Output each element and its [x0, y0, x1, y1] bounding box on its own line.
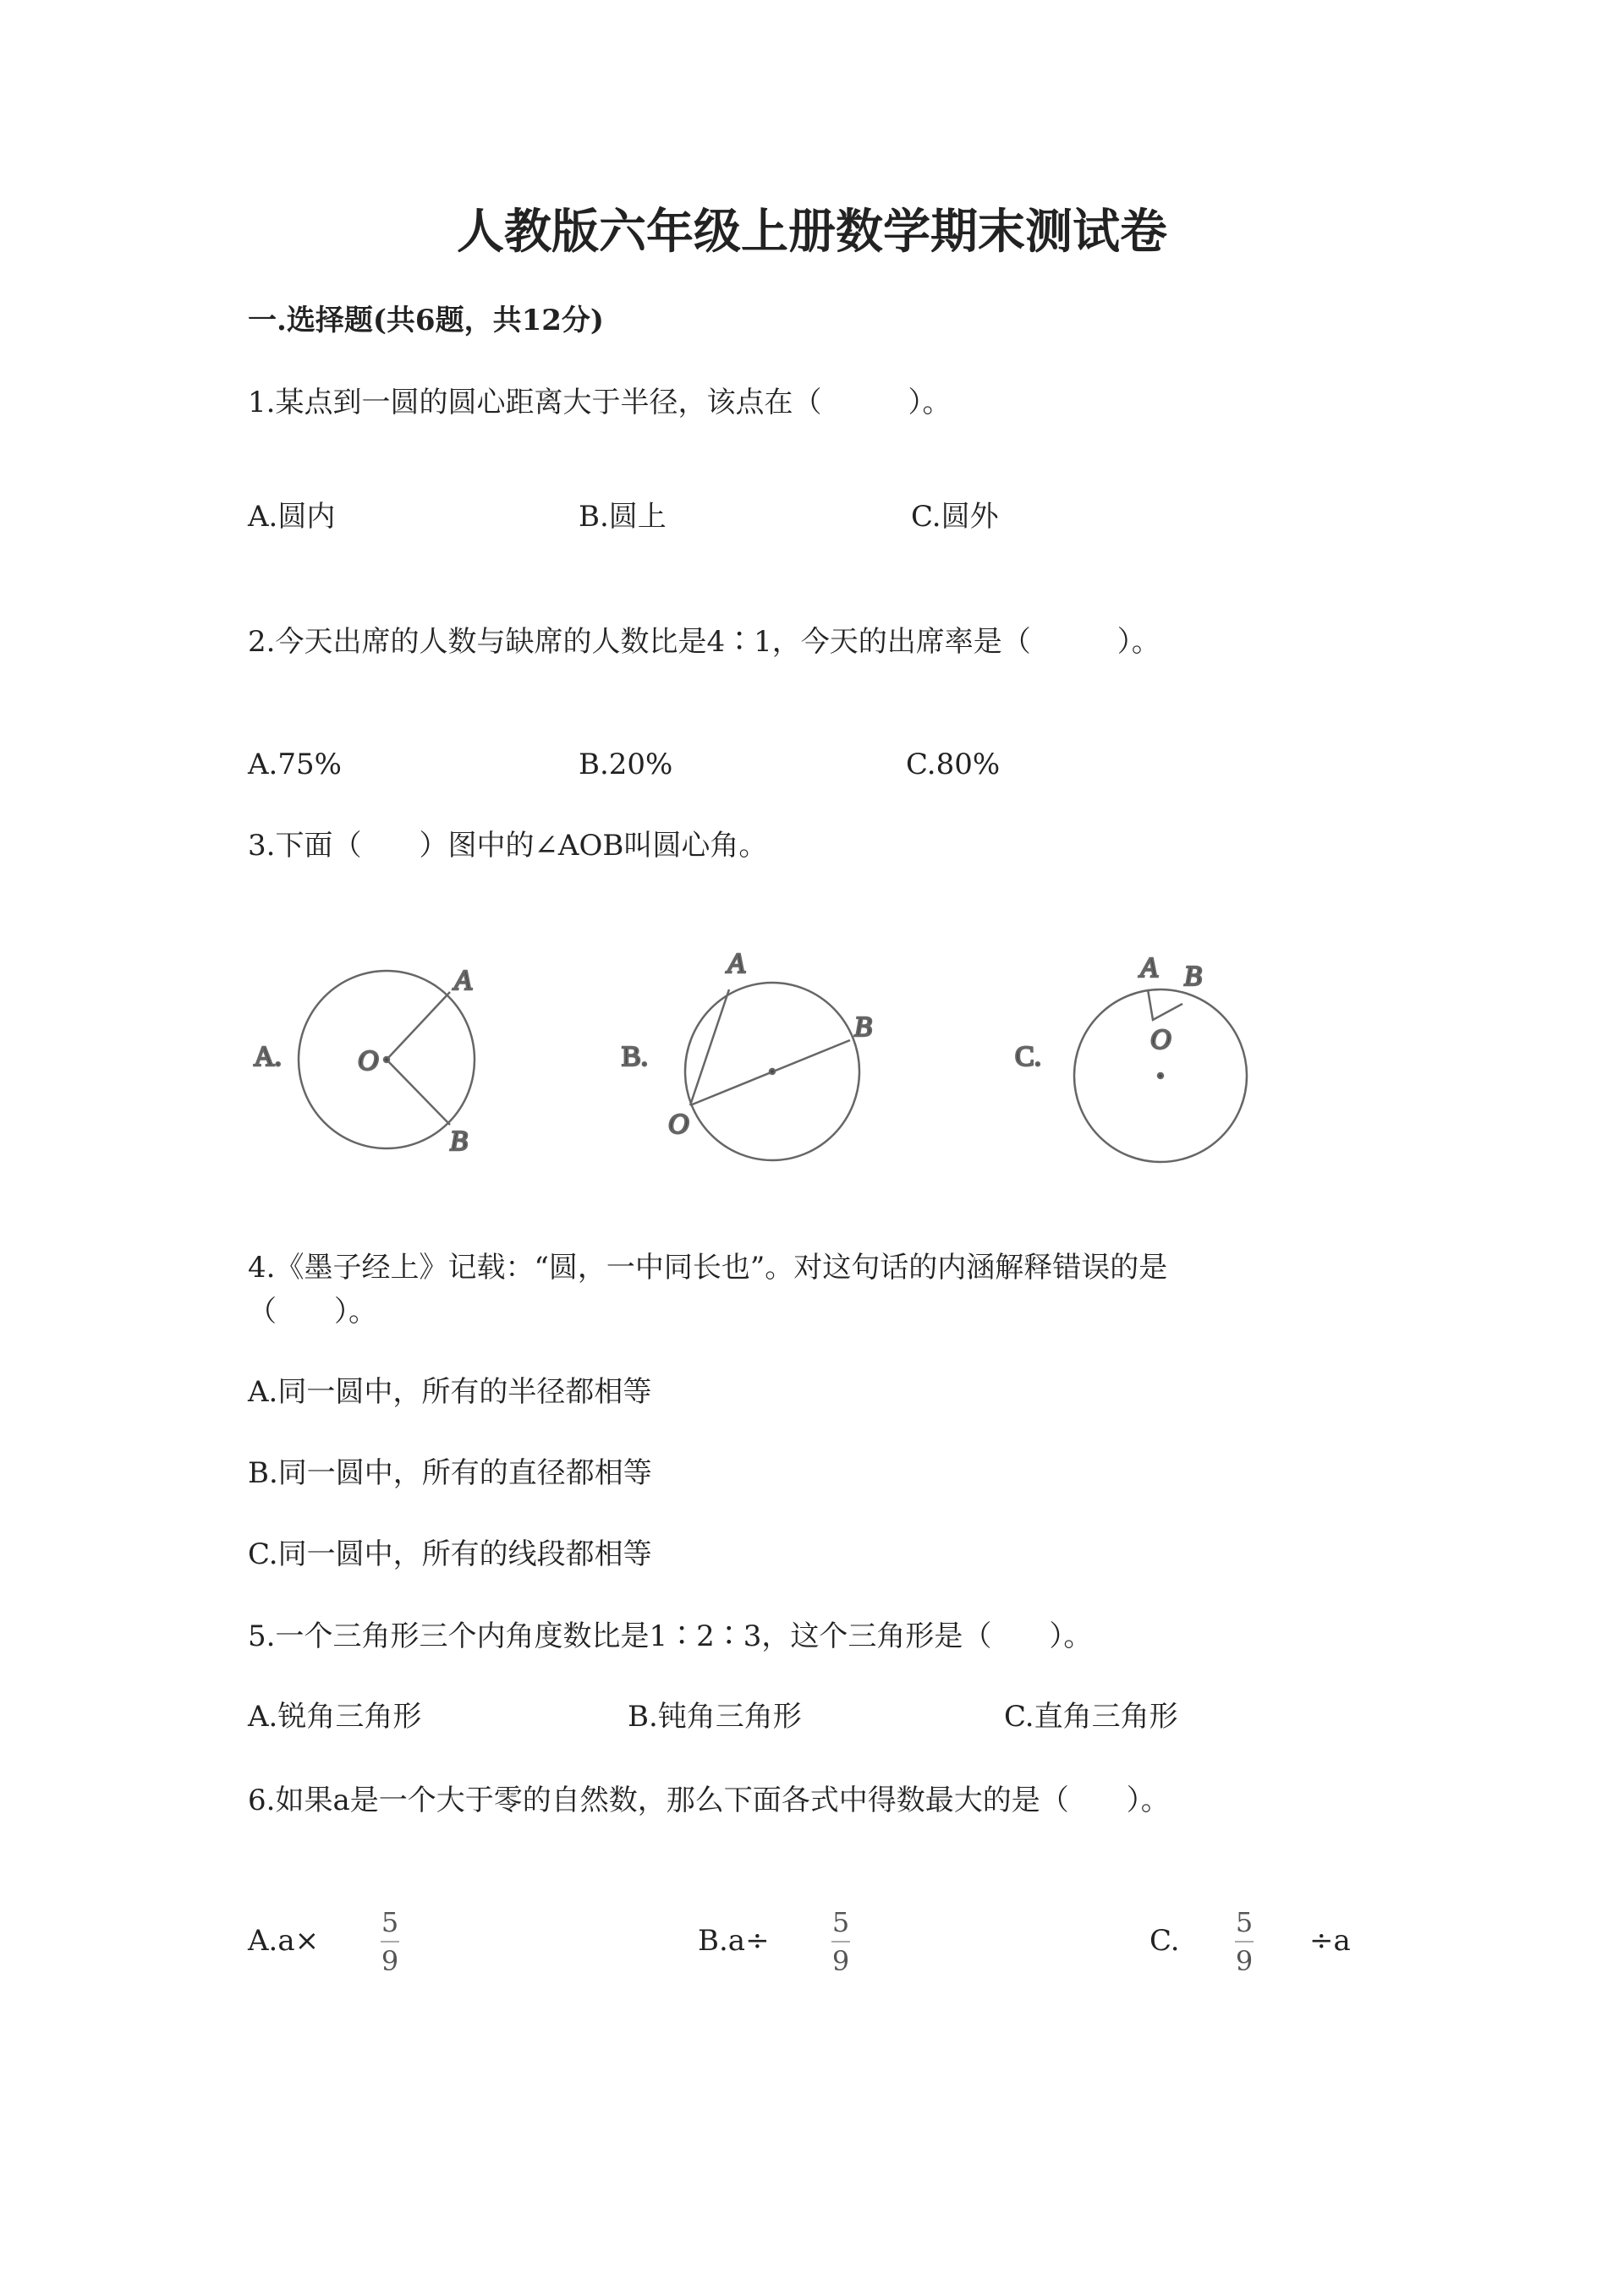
page-title: 人教版六年级上册数学期末测试卷	[457, 204, 1167, 260]
question-2: 2.今天出席的人数与缺席的人数比是4∶1，今天的出席率是（ ）。	[248, 625, 1160, 659]
denominator: 9	[1235, 1945, 1254, 1977]
figure-c	[1015, 952, 1247, 1162]
option: A.同一圆中，所有的半径都相等	[248, 1375, 652, 1409]
section-header: 一.选择题(共6题，共12分)	[248, 304, 604, 337]
option: B.同一圆中，所有的直径都相等	[248, 1456, 652, 1490]
point-label: O	[668, 1109, 689, 1140]
option-prefix: A.a×	[248, 1924, 320, 1958]
point-label: B	[450, 1126, 468, 1157]
point-label: O	[358, 1045, 379, 1077]
numerator: 5	[831, 1906, 850, 1938]
option-prefix: B.a÷	[698, 1924, 770, 1958]
numerator: 5	[1235, 1906, 1254, 1938]
figure-label: C.	[1015, 1041, 1042, 1072]
option: C.80%	[906, 748, 1001, 781]
point-label: B	[854, 1011, 872, 1043]
option: B.圆上	[579, 500, 667, 534]
option: C.圆外	[911, 500, 999, 534]
figure-label: B.	[622, 1041, 649, 1072]
option: A.75%	[248, 748, 342, 781]
fraction	[831, 1906, 850, 1977]
question-4-blank: （ ）。	[248, 1295, 377, 1329]
option: B.20%	[579, 748, 673, 781]
question-5: 5.一个三角形三个内角度数比是1∶2∶3，这个三角形是（ ）。	[248, 1619, 1093, 1653]
option-prefix: C.	[1149, 1924, 1180, 1958]
denominator: 9	[381, 1945, 399, 1977]
option-suffix: ÷a	[1309, 1924, 1351, 1958]
question-3: 3.下面（ ）图中的∠AOB叫圆心角。	[248, 829, 768, 863]
question-6: 6.如果a是一个大于零的自然数，那么下面各式中得数最大的是（ ）。	[248, 1784, 1170, 1817]
fraction	[381, 1906, 399, 1977]
point-label: A	[727, 948, 745, 979]
figure-b	[622, 948, 872, 1160]
point-label: A	[1140, 952, 1158, 984]
option: A.圆内	[248, 500, 336, 534]
option: B.钝角三角形	[628, 1700, 802, 1734]
point-label: A	[454, 965, 472, 996]
figure-label: A.	[254, 1041, 283, 1072]
figure-a	[254, 965, 475, 1157]
question-1: 1.某点到一圆的圆心距离大于半径，该点在（ ）。	[248, 386, 952, 419]
denominator: 9	[831, 1945, 850, 1977]
option: A.锐角三角形	[248, 1700, 422, 1734]
option: C.同一圆中，所有的线段都相等	[248, 1537, 652, 1571]
fraction	[1235, 1906, 1254, 1977]
numerator: 5	[381, 1906, 399, 1938]
question-4: 4.《墨子经上》记载：“圆，一中同长也”。对这句话的内涵解释错误的是	[248, 1251, 1168, 1285]
point-label: O	[1150, 1024, 1171, 1055]
option: C.直角三角形	[1004, 1700, 1178, 1734]
point-label: B	[1184, 961, 1202, 992]
circle-figures	[228, 939, 1269, 1184]
